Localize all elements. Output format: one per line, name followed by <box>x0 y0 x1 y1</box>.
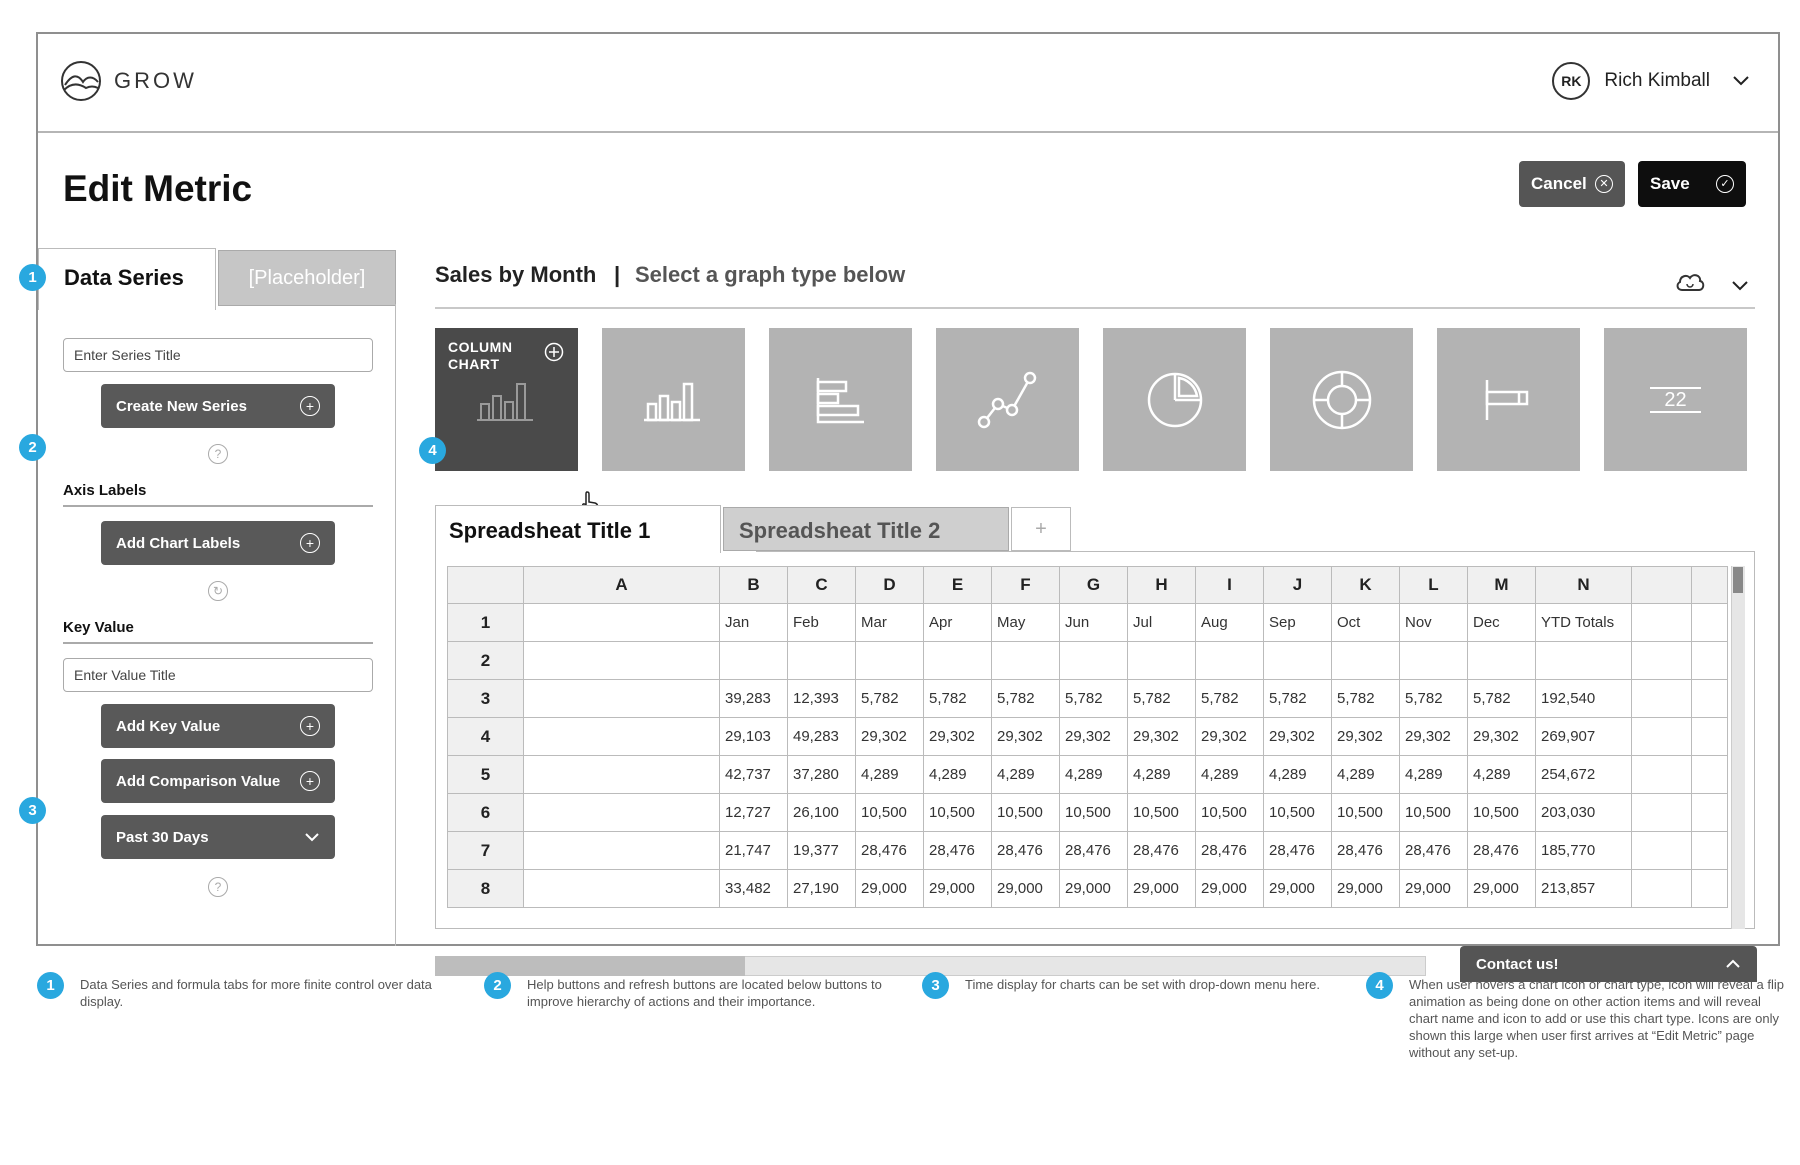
row-header[interactable]: 1 <box>448 604 524 642</box>
plus-icon[interactable] <box>544 342 564 362</box>
table-cell[interactable]: 28,476 <box>1128 832 1196 870</box>
cancel-label: Cancel <box>1531 174 1587 193</box>
line-chart-icon <box>976 370 1040 430</box>
table-cell[interactable]: 5,782 <box>1332 680 1400 718</box>
bar-chart-icon <box>642 378 706 422</box>
table-cell[interactable] <box>720 642 788 680</box>
page-title: Edit Metric <box>63 168 253 209</box>
table-cell[interactable]: 12,393 <box>788 680 856 718</box>
table-cell[interactable]: 5,782 <box>1400 680 1468 718</box>
vertical-scrollbar[interactable] <box>1731 566 1745 929</box>
help-icon[interactable]: ? <box>208 444 228 464</box>
column-header[interactable]: M <box>1468 567 1536 604</box>
table-cell[interactable]: 29,000 <box>1400 870 1468 908</box>
user-name: Rich Kimball <box>1604 70 1710 91</box>
table-cell[interactable]: 10,500 <box>1060 794 1128 832</box>
close-icon: ✕ <box>1595 175 1613 193</box>
table-cell[interactable] <box>524 870 720 908</box>
row-header[interactable]: 6 <box>448 794 524 832</box>
column-header[interactable]: L <box>1400 567 1468 604</box>
series-title-field[interactable]: Enter Series Title <box>63 338 373 372</box>
chart-title: Sales by Month <box>435 262 597 287</box>
column-header[interactable]: G <box>1060 567 1128 604</box>
table-cell[interactable]: Jun <box>1060 604 1128 642</box>
chevron-down-icon[interactable] <box>1732 75 1750 87</box>
table-cell[interactable] <box>1692 680 1728 718</box>
annotation-text-3: Time display for charts can be set with drop-down menu here. <box>965 977 1321 992</box>
bar-chart-tile[interactable] <box>602 328 745 471</box>
column-header[interactable]: C <box>788 567 856 604</box>
table-cell[interactable]: Jul <box>1128 604 1196 642</box>
table-cell[interactable] <box>788 642 856 680</box>
table-cell[interactable] <box>1060 642 1128 680</box>
table-cell[interactable] <box>1536 642 1632 680</box>
table-cell[interactable] <box>1692 604 1728 642</box>
table-cell[interactable]: 5,782 <box>1196 680 1264 718</box>
table-cell[interactable]: Jan <box>720 604 788 642</box>
table-cell[interactable]: 4,289 <box>1264 756 1332 794</box>
divider <box>435 307 1755 309</box>
annotation-number-1: 1 <box>37 972 64 999</box>
table-cell[interactable]: 19,377 <box>788 832 856 870</box>
sheet-tab-2[interactable]: Spreadsheat Title 2 <box>723 507 1009 551</box>
table-row <box>448 756 1728 794</box>
row-header[interactable]: 2 <box>448 642 524 680</box>
table-cell[interactable] <box>524 832 720 870</box>
chart-subtitle: Select a graph type below <box>635 262 906 287</box>
table-cell[interactable]: 4,289 <box>856 756 924 794</box>
table-cell[interactable] <box>1632 756 1692 794</box>
tile-label-line: CHART <box>448 356 500 372</box>
table-cell[interactable] <box>1128 642 1196 680</box>
table-cell[interactable]: 10,500 <box>1468 794 1536 832</box>
annotation-number-3: 3 <box>922 972 949 999</box>
plus-icon: + <box>300 771 320 791</box>
donut-chart-icon <box>1310 368 1374 432</box>
add-comparison-value-button[interactable] <box>101 759 335 803</box>
table-cell[interactable] <box>924 642 992 680</box>
table-cell[interactable]: Feb <box>788 604 856 642</box>
table-cell[interactable]: 10,500 <box>1196 794 1264 832</box>
add-key-value-label: Add Key Value <box>116 717 221 735</box>
table-cell[interactable] <box>1632 794 1692 832</box>
axis-labels-heading: Axis Labels <box>63 482 147 499</box>
table-cell[interactable]: 29,302 <box>1196 718 1264 756</box>
table-cell[interactable]: 10,500 <box>1264 794 1332 832</box>
table-cell[interactable]: 203,030 <box>1536 794 1632 832</box>
table-cell[interactable]: Aug <box>1196 604 1264 642</box>
table-cell[interactable]: 4,289 <box>1060 756 1128 794</box>
table-cell[interactable]: 5,782 <box>1468 680 1536 718</box>
table-cell[interactable]: 29,000 <box>856 870 924 908</box>
table-cell[interactable]: 29,000 <box>992 870 1060 908</box>
table-cell[interactable]: 4,289 <box>1332 756 1400 794</box>
table-cell[interactable]: 49,283 <box>788 718 856 756</box>
plus-icon: + <box>300 716 320 736</box>
table-row <box>448 718 1728 756</box>
grow-logo-icon <box>60 60 102 102</box>
annotation-marker-2: 2 <box>19 434 46 461</box>
add-chart-labels-button[interactable] <box>101 521 335 565</box>
table-cell[interactable] <box>524 642 720 680</box>
table-cell[interactable] <box>1632 832 1692 870</box>
app-window <box>36 32 1780 973</box>
row-header[interactable]: 3 <box>448 680 524 718</box>
table-cell[interactable]: 28,476 <box>856 832 924 870</box>
table-cell[interactable] <box>1632 642 1692 680</box>
column-header[interactable]: F <box>992 567 1060 604</box>
number-chart-value: 22 <box>1650 387 1700 413</box>
table-cell[interactable]: 5,782 <box>856 680 924 718</box>
user-menu[interactable] <box>1552 62 1750 100</box>
table-cell[interactable]: 29,000 <box>924 870 992 908</box>
table-cell[interactable]: 10,500 <box>1128 794 1196 832</box>
logo[interactable] <box>60 60 197 102</box>
table-cell[interactable]: 269,907 <box>1536 718 1632 756</box>
table-cell[interactable]: 29,302 <box>856 718 924 756</box>
table-cell[interactable]: Oct <box>1332 604 1400 642</box>
row-header[interactable]: 7 <box>448 832 524 870</box>
pie-chart-icon <box>1144 369 1206 431</box>
table-cell[interactable]: Mar <box>856 604 924 642</box>
table-cell[interactable]: 29,000 <box>1060 870 1128 908</box>
table-cell[interactable]: Nov <box>1400 604 1468 642</box>
column-header[interactable]: B <box>720 567 788 604</box>
column-header[interactable]: I <box>1196 567 1264 604</box>
help-icon[interactable]: ? <box>208 877 228 897</box>
column-header[interactable]: K <box>1332 567 1400 604</box>
table-cell[interactable]: 28,476 <box>1264 832 1332 870</box>
table-cell[interactable]: 12,727 <box>720 794 788 832</box>
table-cell[interactable] <box>524 604 720 642</box>
table-row <box>448 642 1728 680</box>
table-cell[interactable]: 21,747 <box>720 832 788 870</box>
annotation-text-2: Help buttons and refresh buttons are located below buttons to improve hierarchy of actions and their importance. <box>527 977 882 1009</box>
table-cell[interactable] <box>1632 680 1692 718</box>
chevron-up-icon <box>1725 959 1741 969</box>
horizontal-bar-chart-icon <box>814 376 868 424</box>
table-row <box>448 680 1728 718</box>
table-cell[interactable]: 37,280 <box>788 756 856 794</box>
logo-text: GROW <box>114 68 197 93</box>
left-panel-divider <box>395 304 396 946</box>
cloud-icon[interactable] <box>1674 270 1706 292</box>
table-cell[interactable] <box>1632 870 1692 908</box>
table-cell[interactable]: 27,190 <box>788 870 856 908</box>
table-cell[interactable]: Apr <box>924 604 992 642</box>
table-cell[interactable] <box>992 642 1060 680</box>
table-cell[interactable] <box>524 718 720 756</box>
avatar: RK <box>1552 62 1590 100</box>
vertical-scroll-thumb[interactable] <box>1733 567 1743 593</box>
table-cell[interactable]: 185,770 <box>1536 832 1632 870</box>
corner-cell[interactable] <box>448 567 524 604</box>
row-header[interactable]: 8 <box>448 870 524 908</box>
spreadsheet-table <box>447 566 1728 908</box>
table-cell[interactable]: 10,500 <box>924 794 992 832</box>
table-cell[interactable] <box>1692 870 1728 908</box>
table-cell[interactable] <box>1632 718 1692 756</box>
table-cell[interactable] <box>1400 642 1468 680</box>
tab-placeholder[interactable]: [Placeholder] <box>218 250 396 306</box>
chevron-down-icon <box>304 832 320 842</box>
table-cell[interactable]: Sep <box>1264 604 1332 642</box>
table-cell[interactable] <box>1264 642 1332 680</box>
divider <box>63 642 373 644</box>
sheet-tab-1[interactable]: Spreadsheat Title 1 <box>435 505 721 553</box>
table-cell[interactable]: 213,857 <box>1536 870 1632 908</box>
refresh-icon[interactable]: ↻ <box>208 581 228 601</box>
column-header-empty[interactable] <box>1692 567 1728 604</box>
add-sheet-button[interactable]: + <box>1011 507 1071 551</box>
chevron-down-icon[interactable] <box>1731 280 1749 292</box>
table-row <box>448 832 1728 870</box>
cancel-button[interactable] <box>1519 161 1625 207</box>
gauge-chart-icon <box>1481 376 1537 424</box>
column-header[interactable]: D <box>856 567 924 604</box>
table-cell[interactable]: 5,782 <box>1264 680 1332 718</box>
column-header[interactable]: E <box>924 567 992 604</box>
plus-icon: + <box>300 396 320 416</box>
table-cell[interactable]: YTD Totals <box>1536 604 1632 642</box>
time-range-dropdown[interactable] <box>101 815 335 859</box>
annotation-marker-4: 4 <box>419 437 446 464</box>
table-cell[interactable]: 5,782 <box>924 680 992 718</box>
table-cell[interactable] <box>1468 642 1536 680</box>
horizontal-scroll-thumb[interactable] <box>435 956 745 976</box>
horizontal-bar-chart-tile[interactable] <box>769 328 912 471</box>
table-cell[interactable]: 28,476 <box>1468 832 1536 870</box>
table-cell[interactable]: 28,476 <box>1332 832 1400 870</box>
table-cell[interactable]: 5,782 <box>992 680 1060 718</box>
save-label: Save <box>1650 174 1690 193</box>
table-cell[interactable]: 29,302 <box>1400 718 1468 756</box>
add-key-value-button[interactable] <box>101 704 335 748</box>
table-cell[interactable]: 29,302 <box>1128 718 1196 756</box>
table-cell[interactable]: 10,500 <box>1332 794 1400 832</box>
table-cell[interactable]: 29,302 <box>1332 718 1400 756</box>
table-cell[interactable]: 29,302 <box>992 718 1060 756</box>
annotation-text-1: Data Series and formula tabs for more finite control over data display. <box>80 977 432 1009</box>
table-cell[interactable] <box>856 642 924 680</box>
table-cell[interactable]: 29,302 <box>1264 718 1332 756</box>
column-header[interactable]: N <box>1536 567 1632 604</box>
table-cell[interactable]: 5,782 <box>1128 680 1196 718</box>
divider <box>756 551 1755 552</box>
table-cell[interactable]: 192,540 <box>1536 680 1632 718</box>
table-cell[interactable]: 29,000 <box>1196 870 1264 908</box>
column-chart-icon <box>475 378 539 422</box>
table-cell[interactable]: 29,302 <box>1060 718 1128 756</box>
title-separator: | <box>614 262 621 287</box>
table-cell[interactable]: 10,500 <box>1400 794 1468 832</box>
table-cell[interactable]: 5,782 <box>1060 680 1128 718</box>
table-cell[interactable]: 28,476 <box>1196 832 1264 870</box>
divider <box>63 505 373 507</box>
top-bar <box>38 34 1778 133</box>
table-cell[interactable]: 33,482 <box>720 870 788 908</box>
table-cell[interactable]: 4,289 <box>1128 756 1196 794</box>
column-header-empty[interactable] <box>1632 567 1692 604</box>
table-cell[interactable]: 42,737 <box>720 756 788 794</box>
table-cell[interactable] <box>1332 642 1400 680</box>
table-cell[interactable] <box>1692 718 1728 756</box>
annotation-text-4: When user hovers a chart icon or chart type, icon will reveal a flip animation as being done on other action items and will reveal chart name and icon to add or use this chart type. Icons are only shown this large when user first arrives at “Edit Metric” page without any set-up. <box>1409 977 1785 1060</box>
number-chart-tile[interactable] <box>1604 328 1747 471</box>
table-cell[interactable]: 29,000 <box>1332 870 1400 908</box>
save-button[interactable] <box>1638 161 1746 207</box>
key-value-heading: Key Value <box>63 619 134 636</box>
column-header-row <box>448 567 1728 604</box>
check-icon: ✓ <box>1716 175 1734 193</box>
table-cell[interactable]: 28,476 <box>1400 832 1468 870</box>
table-cell[interactable] <box>1196 642 1264 680</box>
annotation-number-2: 2 <box>484 972 511 999</box>
table-cell[interactable] <box>524 756 720 794</box>
table-cell[interactable]: 4,289 <box>1196 756 1264 794</box>
plus-icon: + <box>300 533 320 553</box>
table-row <box>448 870 1728 908</box>
gauge-chart-tile[interactable] <box>1437 328 1580 471</box>
annotation-marker-3: 3 <box>19 797 46 824</box>
table-cell[interactable]: 29,000 <box>1264 870 1332 908</box>
table-row <box>448 794 1728 832</box>
tile-label <box>448 339 512 373</box>
contact-label: Contact us! <box>1476 955 1559 973</box>
time-range-value: Past 30 Days <box>116 828 209 846</box>
pie-chart-tile[interactable] <box>1103 328 1246 471</box>
add-comparison-label: Add Comparison Value <box>116 772 281 790</box>
table-cell[interactable]: 29,000 <box>1128 870 1196 908</box>
table-cell[interactable]: 28,476 <box>924 832 992 870</box>
table-cell[interactable]: 28,476 <box>992 832 1060 870</box>
row-header[interactable]: 5 <box>448 756 524 794</box>
table-cell[interactable]: 4,289 <box>1400 756 1468 794</box>
table-cell[interactable]: 254,672 <box>1536 756 1632 794</box>
tab-data-series[interactable]: Data Series <box>38 248 216 310</box>
create-series-button[interactable] <box>101 384 335 428</box>
column-header[interactable]: H <box>1128 567 1196 604</box>
table-cell[interactable]: 29,302 <box>924 718 992 756</box>
table-cell[interactable] <box>1692 756 1728 794</box>
table-cell[interactable] <box>1632 604 1692 642</box>
table-cell[interactable]: 29,103 <box>720 718 788 756</box>
table-row <box>448 604 1728 642</box>
table-cell[interactable] <box>524 794 720 832</box>
table-cell[interactable]: 10,500 <box>992 794 1060 832</box>
column-chart-tile[interactable] <box>435 328 578 471</box>
column-header[interactable]: A <box>524 567 720 604</box>
table-cell[interactable] <box>1692 832 1728 870</box>
column-header[interactable]: J <box>1264 567 1332 604</box>
table-cell[interactable]: 4,289 <box>924 756 992 794</box>
tile-label-line: COLUMN <box>448 339 513 355</box>
spreadsheet-grid[interactable] <box>447 566 1731 929</box>
table-cell[interactable] <box>524 680 720 718</box>
table-cell[interactable]: 4,289 <box>1468 756 1536 794</box>
table-cell[interactable] <box>1692 794 1728 832</box>
create-series-label: Create New Series <box>116 397 247 415</box>
line-chart-tile[interactable] <box>936 328 1079 471</box>
table-cell[interactable]: 29,000 <box>1468 870 1536 908</box>
value-title-field[interactable]: Enter Value Title <box>63 658 373 692</box>
annotation-marker-1: 1 <box>19 264 46 291</box>
annotation-number-4: 4 <box>1366 972 1393 999</box>
table-cell[interactable]: 10,500 <box>856 794 924 832</box>
donut-chart-tile[interactable] <box>1270 328 1413 471</box>
table-cell[interactable] <box>1692 642 1728 680</box>
add-chart-labels-label: Add Chart Labels <box>116 534 241 552</box>
table-cell[interactable]: 28,476 <box>1060 832 1128 870</box>
row-header[interactable]: 4 <box>448 718 524 756</box>
table-cell[interactable]: Dec <box>1468 604 1536 642</box>
table-cell[interactable]: 4,289 <box>992 756 1060 794</box>
table-cell[interactable]: May <box>992 604 1060 642</box>
table-cell[interactable]: 29,302 <box>1468 718 1536 756</box>
table-cell[interactable]: 26,100 <box>788 794 856 832</box>
table-cell[interactable]: 39,283 <box>720 680 788 718</box>
